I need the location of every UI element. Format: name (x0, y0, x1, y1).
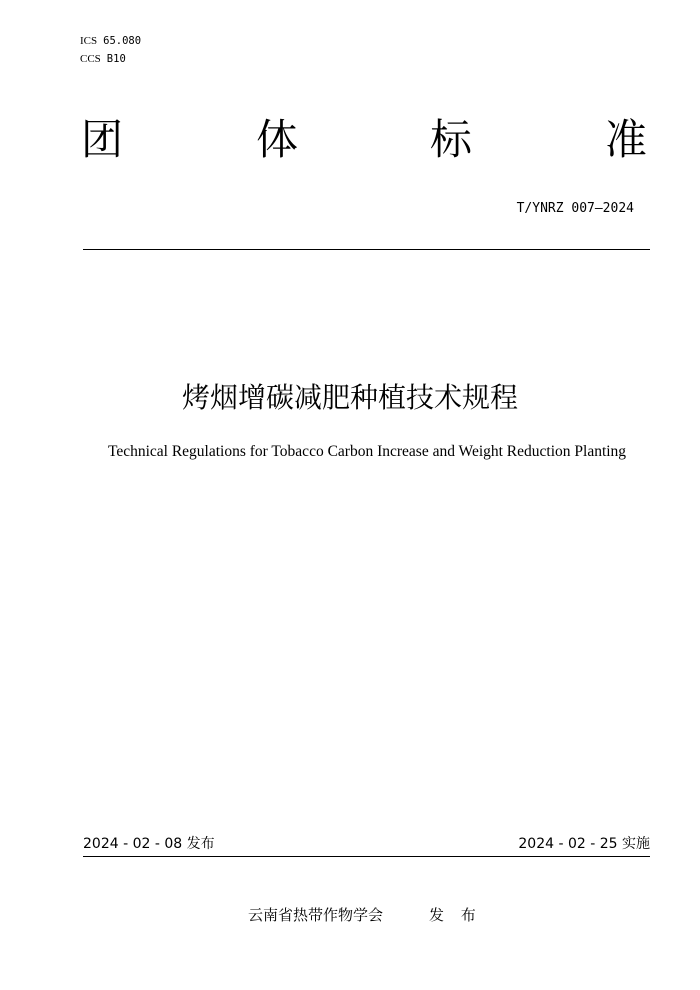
ccs-value: B10 (106, 53, 126, 65)
standard-number: T/YNRZ 007—2024 (516, 201, 634, 216)
standard-type-char-1: 团 (81, 115, 124, 164)
standard-type-char-3: 标 (430, 115, 473, 164)
ics-line (80, 35, 141, 48)
ccs-label: CCS (80, 53, 101, 65)
standard-type-char-4: 准 (605, 115, 648, 164)
document-title-cn: 烤烟增碳减肥种植技术规程 (181, 381, 518, 414)
top-divider (83, 249, 650, 250)
bottom-divider (83, 856, 650, 857)
implement-date: 2024 - 02 - 25 实施 (518, 836, 650, 852)
release-date: 2024 - 02 - 08 发布 (83, 836, 215, 852)
ccs-line (80, 53, 126, 66)
standard-type-char-2: 体 (256, 115, 299, 164)
document-title-en: Technical Regulations for Tobacco Carbon Increase and Weight Reduction Planting (107, 443, 627, 460)
publisher-name: 云南省热带作物学会 (248, 906, 384, 924)
ics-label: ICS (80, 35, 98, 47)
publish-label: 发 布 (429, 906, 482, 924)
ics-value: 65.080 (103, 35, 142, 47)
